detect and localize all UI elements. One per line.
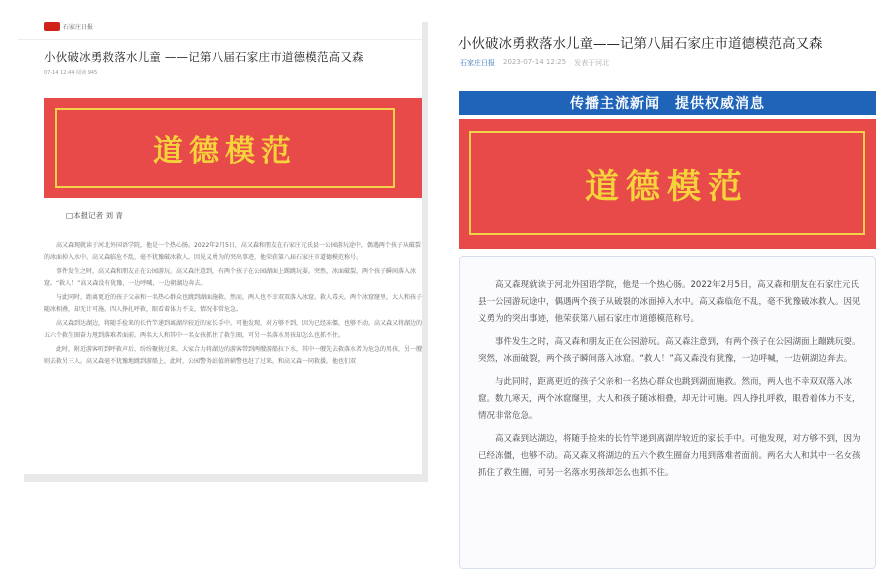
site-logo-text[interactable]: 石家庄日报 <box>63 24 94 31</box>
publish-location: 发表于河北 <box>574 59 610 67</box>
article-paragraph: 此时，附近游客听到呼救声后，纷纷聚拢过来。大家合力将湖边的游客带到两艘游船拉下水，其中一艘先去救落水者为危急的男孩，另一艘则去救另三人。高又森毫不犹豫地跳到游船上，此时，公园警务站值班辅警也赶了过来，和高又森一同救援。他也们双 <box>44 346 422 365</box>
article-paragraph: 高又森现就读于河北外国语学院，他是一个热心肠。2022年2月5日，高又森和朋友在石家庄元氏县一公园游玩途中，偶遇两个孩子从破裂的冰面掉入水中。高又森临危不乱，毫不犹豫破冰救人。因见义勇为的突出事迹，他荣获第八届石家庄市道德模范称号。 <box>478 280 861 324</box>
source-link[interactable]: 石家庄日报 <box>460 59 495 67</box>
banner-text: 道德模范 <box>585 166 749 207</box>
banner-frame <box>55 108 395 188</box>
desktop-article-panel <box>18 14 422 474</box>
slogan-strip <box>459 91 876 115</box>
moral-model-banner <box>44 98 422 198</box>
article-paragraph: 与此同时，距离更近的孩子父亲和一名热心群众也跳到湖面施救。然而，两人也不幸双双落入冰窟。数九寒天，两个冰窟窿里，大人和孩子随冰相叠，却无计可施。四人挣扎呼救，眼看着体力不支，情况非常危急。 <box>478 377 861 421</box>
article-title: 小伙破冰勇救落水儿童 ——记第八届石家庄市道德模范高又森 <box>44 50 364 64</box>
article-title: 小伙破冰勇救落水儿童——记第八届石家庄市道德模范高又森 <box>458 36 823 52</box>
slogan-text: 传播主流新闻 提供权威消息 <box>570 96 765 112</box>
moral-model-banner <box>459 119 876 249</box>
article-meta: 07-14 12:44 阅读 945 <box>44 70 98 76</box>
banner-frame <box>469 131 865 235</box>
article-body-card <box>459 256 876 569</box>
site-header <box>18 14 422 40</box>
article-paragraph: 与此同时，距离更近的孩子父亲和一名热心群众也跳到湖面施救。然而，两人也不幸双双落入冰窟。救人毒天，两个冰窟窿里，大人和孩子随冰相叠，却无计可施。四人挣扎呼救，眼看着体力不支，情况非常危急。 <box>44 294 422 313</box>
banner-text: 道德模范 <box>153 134 297 169</box>
article-paragraph: 高又森到达湖边，将随手捡来的长竹竿递到离湖岸较近的家长手中。可他发现，对方够不到，因为已经冻僵，也够不动。高又森又将湖边的五六个救生圈奋力甩到落难者面前。两名大人和其中一名女孩抓住了救生圈，可另一名落水男孩却怎么也抓不住。 <box>44 320 422 339</box>
mobile-article-panel <box>450 20 880 569</box>
article-paragraph: 事件发生之时，高又森和朋友正在公园游玩。高又森注意到，有两个孩子在公园湖面上蹦跳玩耍。突然，冰面破裂，两个孩子瞬间落入冰窟。“救人！”高又森没有犹豫，一边呼喊，一边朝湖边奔去。 <box>478 337 861 364</box>
article-paragraph: 高又森现就读于河北外国语学院，他是一个热心肠。2022年2月5日，高又森和朋友在石家庄元氏县一公园游玩途中，偶遇两个孩子从破裂的冰面掉入水中。高又森临危不乱，毫不犹豫破冰救人。因见义勇为的突出事迹，他荣获第八届石家庄市道德模范称号。 <box>44 242 421 261</box>
article-byline: □本报记者 刘 青 <box>66 211 123 220</box>
article-meta <box>450 52 880 68</box>
article-body <box>44 240 422 370</box>
newspaper-logo-icon[interactable] <box>44 22 60 31</box>
publish-time: 2023-07-14 12:25 <box>503 58 567 66</box>
article-paragraph: 高又森到达湖边，将随手捡来的长竹竿递到离湖岸较近的家长手中。可他发现，对方够不到，因为已经冻僵，也够不动。高又森又将湖边的五六个救生圈奋力甩到落难者面前。两名大人和其中一名女孩抓住了救生圈，可另一名落水男孩却怎么也抓不住。 <box>478 434 861 478</box>
article-paragraph: 事件发生之时，高又森和朋友正在公园游玩。高又森注意到，有两个孩子在公园湖面上踢跳玩耍。突然，冰面破裂，两个孩子瞬间落入冰窟。“救人！”高又森没有犹豫，一边呼喊，一边朝湖边奔去。 <box>44 268 417 287</box>
